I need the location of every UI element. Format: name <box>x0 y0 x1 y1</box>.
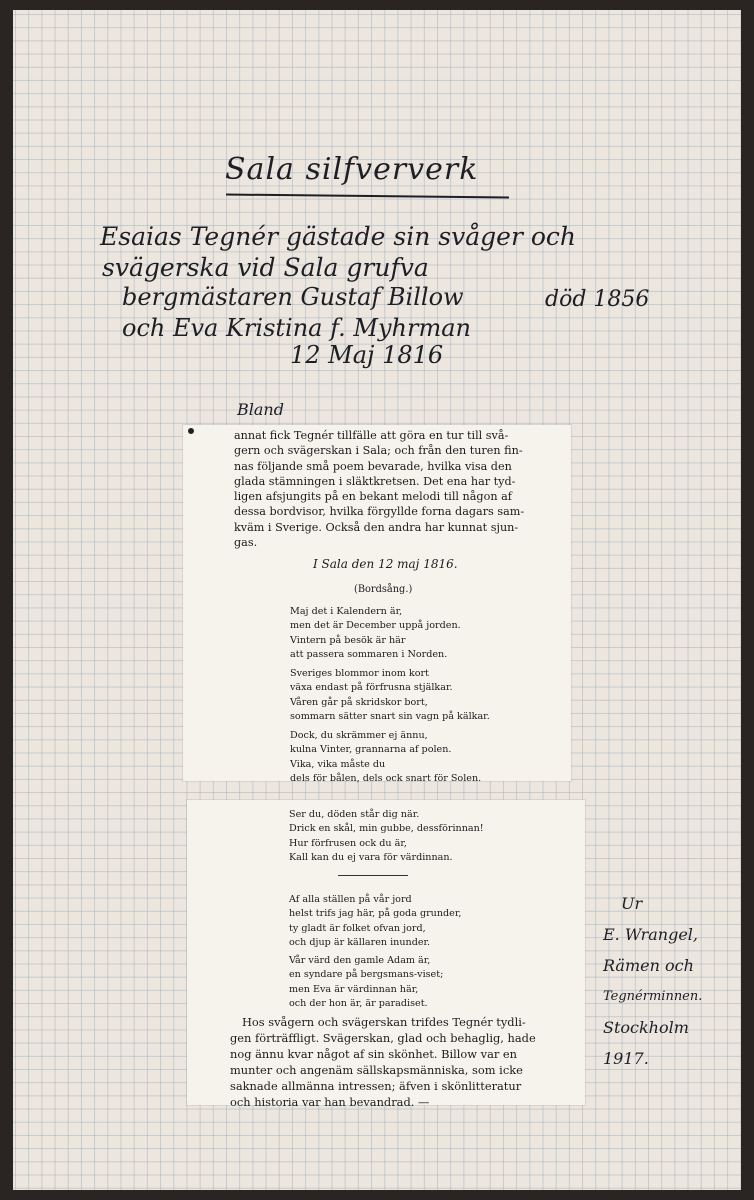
note-line: 1917. <box>603 1049 649 1068</box>
stanza-4 <box>289 808 484 865</box>
verse-line: dels för bålen, dels ock snart för Solen. <box>290 772 482 784</box>
verse-line: ty gladt är folket ofvan jord, <box>289 922 426 934</box>
prose-line: dessa bordvisor, hvilka förgyllde forna dagars sam- <box>234 505 525 519</box>
verse-line: Sveriges blommor inom kort <box>290 668 429 679</box>
handwritten-line-3: bergmästaren Gustaf Billow <box>122 283 464 311</box>
verse-line: Kall kan du ej vara för värdinnan. <box>289 851 453 863</box>
verse-line: Våren går på skridskor bort, <box>290 696 428 708</box>
prose-line: annat fick Tegnér tillfälle att göra en tur till svå- <box>234 429 509 442</box>
clipping-2-prose <box>230 1014 550 1110</box>
verse-line: Af alla ställen på vår jord <box>289 894 412 905</box>
prose-line: gern och svägerskan i Sala; och från den turen fin- <box>234 444 523 458</box>
verse-line: Dock, du skrämmer ej ännu, <box>290 730 428 741</box>
ink-dot <box>188 428 194 434</box>
prose-line: munter och angenäm sällskapsmänniska, som icke <box>230 1063 523 1077</box>
prose-line: ligen afsjungits på en bekant melodi till någon af <box>234 490 512 504</box>
prose-line: gen förträffligt. Svägerskan, glad och behaglig, hade <box>230 1031 536 1045</box>
poem-subtitle: (Bordsång.) <box>354 584 413 595</box>
stanza-6 <box>289 954 443 1011</box>
verse-line: Hur förfrusen ock du är, <box>289 837 407 849</box>
handwritten-bland: Bland <box>237 400 284 419</box>
handwritten-line-1: Esaias Tegnér gästade sin svåger och <box>100 222 577 251</box>
verse-line: Ser du, döden står dig när. <box>289 809 420 820</box>
verse-line: men det är December uppå jorden. <box>290 620 461 632</box>
prose-line: Hos svågern och svägerskan trifdes Tegnér tydli- <box>242 1015 526 1029</box>
verse-line: men Eva är värdinnan här, <box>289 983 419 995</box>
verse-line: att passera sommaren i Norden. <box>290 648 448 660</box>
prose-line: kväm i Sverige. Också den andra har kunnat sjun- <box>234 520 519 534</box>
prose-line: nas följande små poem bevarade, hvilka visa den <box>234 459 512 473</box>
prose-line: saknade allmänna intressen; äfven i skönlitteratur <box>230 1079 522 1093</box>
handwritten-title: Sala silfververk <box>225 152 479 187</box>
verse-line: Maj det i Kalendern är, <box>290 606 403 617</box>
prose-line: gas. <box>234 536 258 550</box>
note-line: E. Wrangel, <box>603 925 698 944</box>
stanza-2 <box>290 667 490 724</box>
handwritten-source-note <box>603 888 702 1074</box>
note-line: Stockholm <box>603 1018 689 1037</box>
verse-line: kulna Vinter, grannarna af polen. <box>290 744 452 756</box>
stanza-5 <box>289 893 461 950</box>
note-line: Rämen och <box>603 956 694 975</box>
prose-line: och historia var han bevandrad. — <box>230 1095 430 1109</box>
handwritten-date: 12 Maj 1816 <box>290 341 444 369</box>
clipping-1-prose <box>234 428 552 550</box>
verse-line: Drick en skål, min gubbe, dessförinnan! <box>289 823 484 835</box>
handwritten-line-4: och Eva Kristina f. Myhrman <box>122 314 471 342</box>
handwritten-death-date: död 1856 <box>545 287 650 312</box>
stanza-1 <box>290 605 461 662</box>
verse-line: växa endast på förfrusna stjälkar. <box>290 682 453 694</box>
verse-line: helst trifs jag här, på goda grunder, <box>289 908 462 920</box>
verse-line: sommarn sätter snart sin vagn på kälkar. <box>290 710 490 722</box>
verse-line: Vår värd den gamle Adam är, <box>289 955 431 966</box>
verse-line: och der hon är, är paradiset. <box>289 997 428 1009</box>
prose-line: nog ännu kvar något af sin skönhet. Billow var en <box>230 1047 518 1061</box>
handwritten-line-2: svägerska vid Sala grufva <box>102 253 429 282</box>
verse-line: en syndare på bergsmans-viset; <box>289 969 444 981</box>
section-divider <box>338 875 408 876</box>
verse-line: och djup är källaren inunder. <box>289 936 431 948</box>
prose-line: glada stämningen i släktkretsen. Det ena har tyd- <box>234 474 516 488</box>
note-line: Tegnérminnen. <box>603 989 703 1004</box>
poem-title: I Sala den 12 maj 1816. <box>313 557 458 571</box>
stanza-3 <box>290 729 481 786</box>
note-line: Ur <box>621 894 643 913</box>
verse-line: Vintern på besök är här <box>290 634 406 646</box>
verse-line: Vika, vika måste du <box>290 758 386 770</box>
